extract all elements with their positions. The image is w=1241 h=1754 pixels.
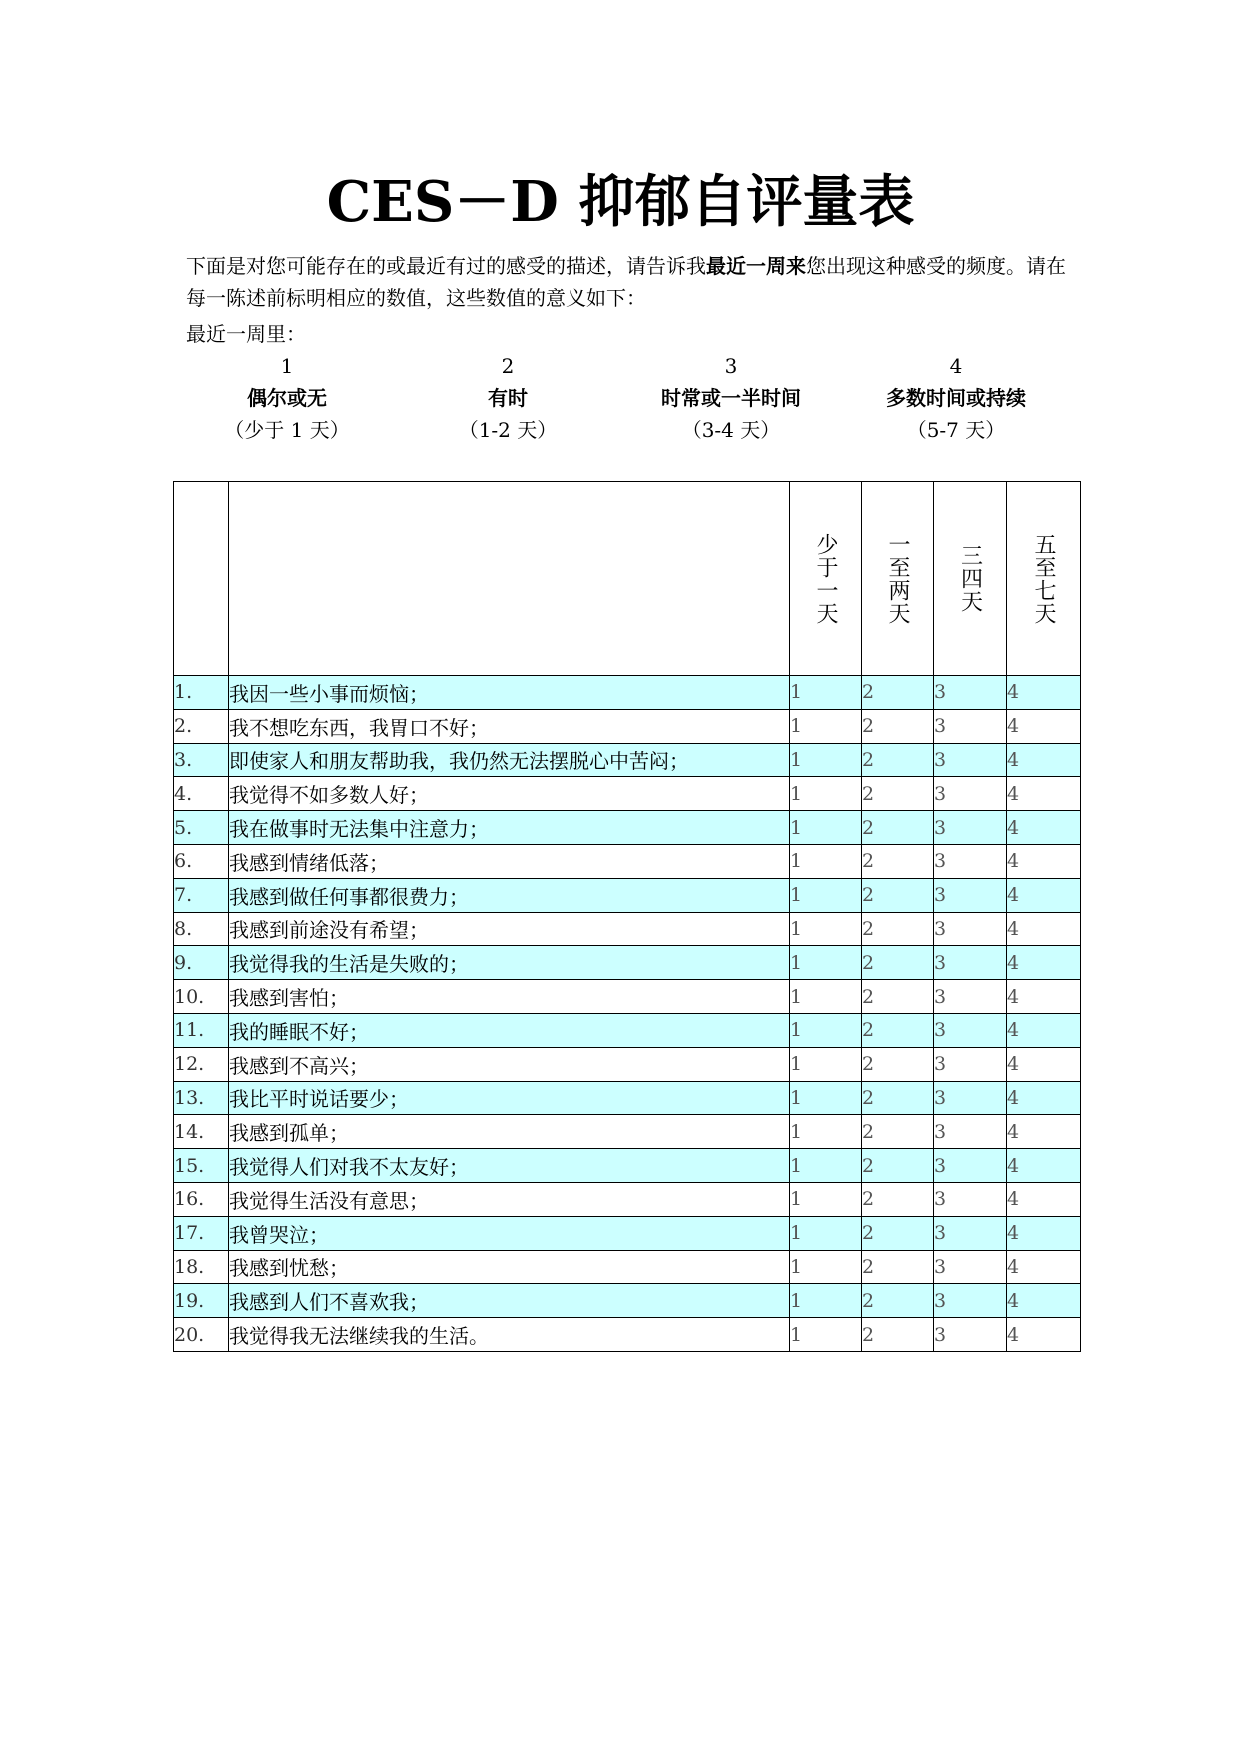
table-row <box>174 743 1081 777</box>
table-row <box>174 844 1081 878</box>
header-column-2 <box>862 482 934 676</box>
week-label: 最近一周里： <box>186 322 306 346</box>
rating-option-3[interactable]: 3 <box>934 743 1007 777</box>
table-row <box>174 777 1081 811</box>
rating-option-3[interactable]: 3 <box>934 1013 1007 1047</box>
rating-option-1[interactable]: 1 <box>790 1250 862 1284</box>
rating-option-4[interactable]: 4 <box>1007 777 1081 811</box>
rating-option-1[interactable]: 1 <box>790 912 862 946</box>
rating-option-2[interactable]: 2 <box>862 1250 934 1284</box>
rating-option-2[interactable]: 2 <box>862 676 934 710</box>
item-number: 12. <box>174 1047 229 1081</box>
rating-option-4[interactable]: 4 <box>1007 1284 1081 1318</box>
rating-option-4[interactable]: 4 <box>1007 1250 1081 1284</box>
rating-option-2[interactable]: 2 <box>862 1284 934 1318</box>
rating-option-4[interactable]: 4 <box>1007 709 1081 743</box>
scale-legend-3 <box>611 350 851 446</box>
rating-option-3[interactable]: 3 <box>934 878 1007 912</box>
rating-option-1[interactable]: 1 <box>790 1318 862 1352</box>
rating-option-2[interactable]: 2 <box>862 946 934 980</box>
table-row <box>174 1284 1081 1318</box>
item-number: 7. <box>174 878 229 912</box>
item-number: 11. <box>174 1013 229 1047</box>
scale-legend-1 <box>167 350 407 446</box>
table-row <box>174 980 1081 1014</box>
item-statement: 我曾哭泣； <box>229 1216 790 1250</box>
rating-option-4[interactable]: 4 <box>1007 980 1081 1014</box>
instructions-text: 下面是对您可能存在的或最近有过的感受的描述，请告诉我 <box>186 254 706 278</box>
rating-option-2[interactable]: 2 <box>862 1115 934 1149</box>
rating-option-1[interactable]: 1 <box>790 1047 862 1081</box>
rating-option-2[interactable]: 2 <box>862 777 934 811</box>
item-number: 19. <box>174 1284 229 1318</box>
column-label: 少于一天 <box>813 532 838 625</box>
scale-legend-4 <box>836 350 1076 446</box>
item-number: 4. <box>174 777 229 811</box>
rating-option-4[interactable]: 4 <box>1007 743 1081 777</box>
rating-option-3[interactable]: 3 <box>934 1318 1007 1352</box>
table-row <box>174 1013 1081 1047</box>
scale-label: 时常或一半时间 <box>661 386 801 410</box>
rating-option-1[interactable]: 1 <box>790 1081 862 1115</box>
rating-option-2[interactable]: 2 <box>862 980 934 1014</box>
questionnaire-table <box>173 481 1081 1352</box>
rating-option-1[interactable]: 1 <box>790 777 862 811</box>
rating-option-3[interactable]: 3 <box>934 844 1007 878</box>
item-statement: 我感到前途没有希望； <box>229 912 790 946</box>
item-number: 5. <box>174 811 229 845</box>
item-number: 20. <box>174 1318 229 1352</box>
table-row <box>174 709 1081 743</box>
item-number: 13. <box>174 1081 229 1115</box>
item-statement: 我觉得不如多数人好； <box>229 777 790 811</box>
table-row <box>174 676 1081 710</box>
table-row <box>174 878 1081 912</box>
rating-option-3[interactable]: 3 <box>934 980 1007 1014</box>
rating-option-2[interactable]: 2 <box>862 1216 934 1250</box>
rating-option-1[interactable]: 1 <box>790 844 862 878</box>
rating-option-2[interactable]: 2 <box>862 1182 934 1216</box>
rating-option-2[interactable]: 2 <box>862 1013 934 1047</box>
scale-legend-2 <box>388 350 628 446</box>
rating-option-1[interactable]: 1 <box>790 980 862 1014</box>
header-column-3 <box>934 482 1007 676</box>
item-statement: 我觉得我的生活是失败的； <box>229 946 790 980</box>
rating-option-4[interactable]: 4 <box>1007 912 1081 946</box>
item-statement: 我觉得人们对我不太友好； <box>229 1149 790 1183</box>
rating-option-3[interactable]: 3 <box>934 912 1007 946</box>
rating-option-3[interactable]: 3 <box>934 1081 1007 1115</box>
scale-range: （少于 1 天） <box>224 418 350 442</box>
item-number: 15. <box>174 1149 229 1183</box>
header-index-cell <box>174 482 229 676</box>
item-number: 14. <box>174 1115 229 1149</box>
rating-option-3[interactable]: 3 <box>934 1115 1007 1149</box>
table-row <box>174 1182 1081 1216</box>
rating-option-2[interactable]: 2 <box>862 1081 934 1115</box>
rating-option-3[interactable]: 3 <box>934 946 1007 980</box>
rating-option-3[interactable]: 3 <box>934 1250 1007 1284</box>
rating-option-2[interactable]: 2 <box>862 743 934 777</box>
table-row <box>174 811 1081 845</box>
rating-option-1[interactable]: 1 <box>790 1115 862 1149</box>
item-statement: 我感到做任何事都很费力； <box>229 878 790 912</box>
rating-option-3[interactable]: 3 <box>934 676 1007 710</box>
scale-number: 2 <box>501 354 515 378</box>
rating-option-3[interactable]: 3 <box>934 1149 1007 1183</box>
column-label: 一至两天 <box>885 532 910 625</box>
column-label: 五至七天 <box>1031 532 1056 625</box>
rating-option-2[interactable]: 2 <box>862 1047 934 1081</box>
rating-option-3[interactable]: 3 <box>934 1047 1007 1081</box>
rating-option-2[interactable]: 2 <box>862 912 934 946</box>
header-column-4 <box>1007 482 1081 676</box>
header-item-cell <box>229 482 790 676</box>
table-row <box>174 1081 1081 1115</box>
rating-option-4[interactable]: 4 <box>1007 811 1081 845</box>
table-row <box>174 912 1081 946</box>
rating-option-4[interactable]: 4 <box>1007 1318 1081 1352</box>
rating-option-4[interactable]: 4 <box>1007 676 1081 710</box>
rating-option-3[interactable]: 3 <box>934 811 1007 845</box>
table-row <box>174 946 1081 980</box>
rating-option-2[interactable]: 2 <box>862 709 934 743</box>
table-row <box>174 1318 1081 1352</box>
item-statement: 即使家人和朋友帮助我，我仍然无法摆脱心中苦闷； <box>229 743 790 777</box>
rating-option-2[interactable]: 2 <box>862 1318 934 1352</box>
rating-option-4[interactable]: 4 <box>1007 844 1081 878</box>
table-row <box>174 1149 1081 1183</box>
item-statement: 我感到忧愁； <box>229 1250 790 1284</box>
item-number: 17. <box>174 1216 229 1250</box>
item-number: 8. <box>174 912 229 946</box>
item-statement: 我觉得我无法继续我的生活。 <box>229 1318 790 1352</box>
scale-number: 1 <box>280 354 294 378</box>
rating-option-3[interactable]: 3 <box>934 1216 1007 1250</box>
rating-option-1[interactable]: 1 <box>790 676 862 710</box>
scale-label: 偶尔或无 <box>247 386 327 410</box>
page-title: CES－D 抑郁自评量表 <box>326 169 915 235</box>
item-number: 3. <box>174 743 229 777</box>
instructions-text-continued: 您出现这种感受的频度。请在每一陈述前标明相应的数值，这些数值的意义如下： <box>186 254 1066 310</box>
rating-option-4[interactable]: 4 <box>1007 1115 1081 1149</box>
rating-option-4[interactable]: 4 <box>1007 946 1081 980</box>
header-column-1 <box>790 482 862 676</box>
item-number: 6. <box>174 844 229 878</box>
rating-option-1[interactable]: 1 <box>790 1284 862 1318</box>
scale-range: （1-2 天） <box>458 418 558 442</box>
rating-option-3[interactable]: 3 <box>934 777 1007 811</box>
rating-option-2[interactable]: 2 <box>862 1149 934 1183</box>
item-statement: 我感到孤单； <box>229 1115 790 1149</box>
item-number: 16. <box>174 1182 229 1216</box>
rating-option-4[interactable]: 4 <box>1007 1216 1081 1250</box>
item-statement: 我在做事时无法集中注意力； <box>229 811 790 845</box>
column-label: 三四天 <box>957 544 983 613</box>
instructions <box>186 250 1076 314</box>
rating-option-1[interactable]: 1 <box>790 709 862 743</box>
table-header-row <box>174 482 1081 676</box>
table-row <box>174 1115 1081 1149</box>
rating-option-4[interactable]: 4 <box>1007 1081 1081 1115</box>
table-row <box>174 1216 1081 1250</box>
item-statement: 我因一些小事而烦恼； <box>229 676 790 710</box>
item-statement: 我感到害怕； <box>229 980 790 1014</box>
item-number: 9. <box>174 946 229 980</box>
rating-option-2[interactable]: 2 <box>862 811 934 845</box>
scale-range: （3-4 天） <box>681 418 781 442</box>
rating-option-1[interactable]: 1 <box>790 1216 862 1250</box>
item-number: 1. <box>174 676 229 710</box>
rating-option-1[interactable]: 1 <box>790 1013 862 1047</box>
rating-option-3[interactable]: 3 <box>934 1182 1007 1216</box>
table-row <box>174 1250 1081 1284</box>
scale-number: 4 <box>949 354 963 378</box>
item-number: 2. <box>174 709 229 743</box>
item-statement: 我比平时说话要少； <box>229 1081 790 1115</box>
rating-option-2[interactable]: 2 <box>862 878 934 912</box>
rating-option-4[interactable]: 4 <box>1007 1013 1081 1047</box>
item-number: 10. <box>174 980 229 1014</box>
scale-range: （5-7 天） <box>906 418 1006 442</box>
rating-option-2[interactable]: 2 <box>862 844 934 878</box>
scale-number: 3 <box>724 354 738 378</box>
rating-option-1[interactable]: 1 <box>790 946 862 980</box>
rating-option-4[interactable]: 4 <box>1007 1047 1081 1081</box>
rating-option-3[interactable]: 3 <box>934 1284 1007 1318</box>
rating-option-4[interactable]: 4 <box>1007 1149 1081 1183</box>
table-row <box>174 1047 1081 1081</box>
item-statement: 我感到人们不喜欢我； <box>229 1284 790 1318</box>
item-statement: 我不想吃东西，我胃口不好； <box>229 709 790 743</box>
item-statement: 我感到不高兴； <box>229 1047 790 1081</box>
rating-option-1[interactable]: 1 <box>790 1149 862 1183</box>
item-number: 18. <box>174 1250 229 1284</box>
rating-option-1[interactable]: 1 <box>790 878 862 912</box>
rating-option-1[interactable]: 1 <box>790 743 862 777</box>
scale-label: 多数时间或持续 <box>886 386 1026 410</box>
item-statement: 我感到情绪低落； <box>229 844 790 878</box>
item-statement: 我的睡眠不好； <box>229 1013 790 1047</box>
instructions-emphasis: 最近一周来 <box>706 254 806 278</box>
rating-option-1[interactable]: 1 <box>790 811 862 845</box>
scale-label: 有时 <box>488 386 528 410</box>
rating-option-4[interactable]: 4 <box>1007 1182 1081 1216</box>
rating-option-3[interactable]: 3 <box>934 709 1007 743</box>
rating-option-1[interactable]: 1 <box>790 1182 862 1216</box>
rating-option-4[interactable]: 4 <box>1007 878 1081 912</box>
item-statement: 我觉得生活没有意思； <box>229 1182 790 1216</box>
